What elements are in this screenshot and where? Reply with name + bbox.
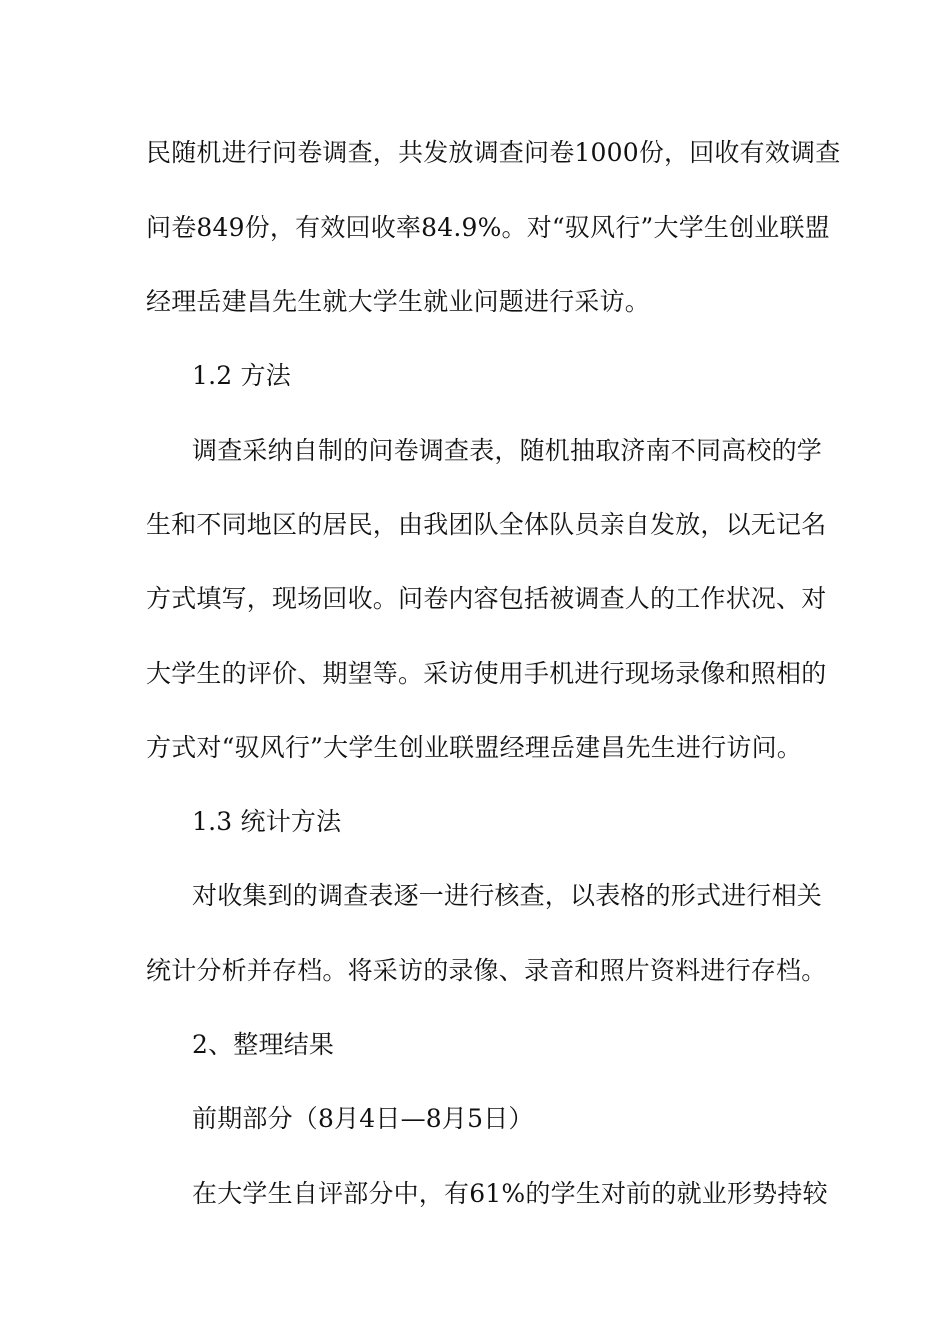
body-text-line: 大学生的评价、期望等。采访使用手机进行现场录像和照相的: [146, 659, 827, 688]
section-heading-1-3: 1.3 统计方法: [192, 807, 342, 836]
paragraph-first-line: 调查采纳自制的问卷调查表，随机抽取济南不同高校的学: [192, 436, 823, 465]
subsection-heading: 前期部分（8月4日—8月5日）: [192, 1104, 534, 1133]
body-text-line: 统计分析并存档。将采访的录像、录音和照片资料进行存档。: [146, 956, 827, 985]
section-heading-1-2: 1.2 方法: [192, 361, 291, 390]
paragraph-first-line: 在大学生自评部分中，有61%的学生对前的就业形势持较: [192, 1179, 828, 1208]
section-heading-2: 2、整理结果: [192, 1030, 335, 1059]
body-text-line: 生和不同地区的居民，由我团队全体队员亲自发放，以无记名: [146, 510, 827, 539]
body-text-line: 民随机进行问卷调查，共发放调查问卷1000份，回收有效调查: [146, 138, 841, 167]
body-text-line: 经理岳建昌先生就大学生就业问题进行采访。: [146, 287, 651, 316]
body-text-line: 问卷849份，有效回收率84.9%。对“驭风行”大学生创业联盟: [146, 213, 830, 242]
body-text-line: 方式对“驭风行”大学生创业联盟经理岳建昌先生进行访问。: [146, 733, 802, 762]
body-text-line: 方式填写，现场回收。问卷内容包括被调查人的工作状况、对: [146, 584, 827, 613]
paragraph-first-line: 对收集到的调查表逐一进行核查，以表格的形式进行相关: [192, 881, 823, 910]
